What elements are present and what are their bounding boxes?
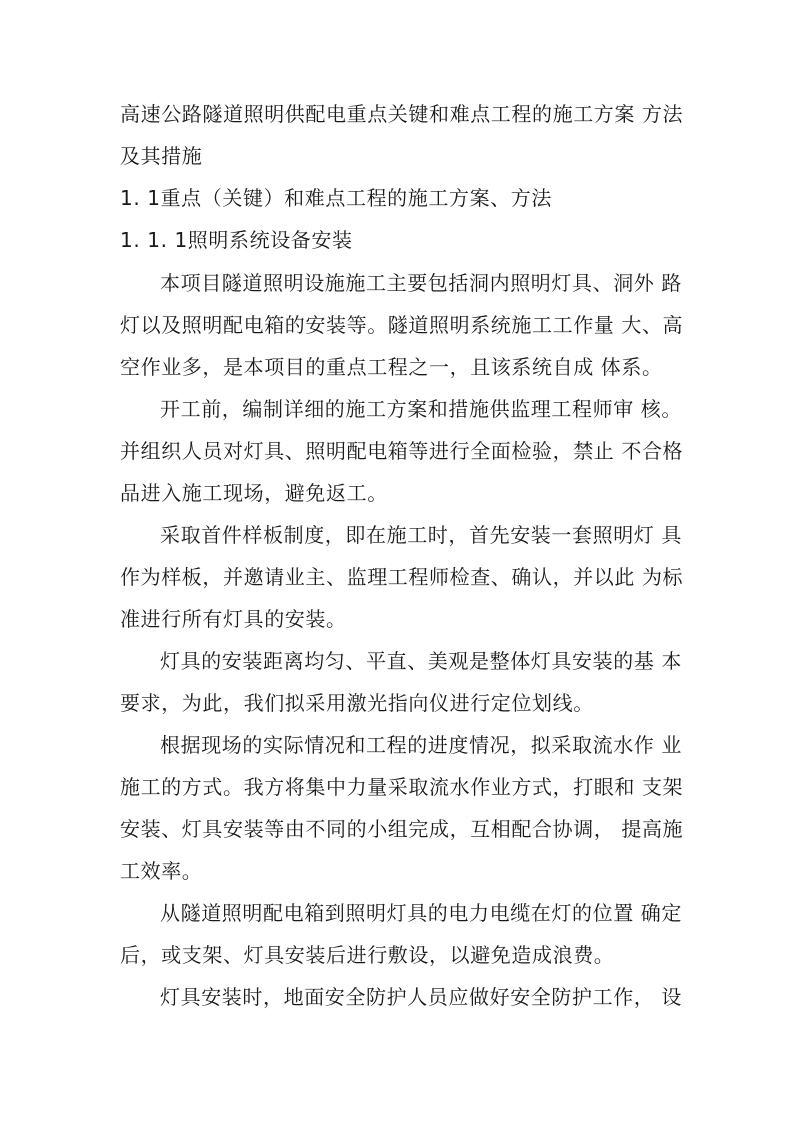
paragraph-1-line-3: 空作业多，是本项目的重点工程之一，且该系统自成 体系。: [120, 355, 663, 379]
paragraph-1-line-1: 本项目隧道照明设施施工主要包括洞内照明灯具、洞外 路: [160, 271, 682, 295]
paragraph-1-line-2: 灯以及照明配电箱的安装等。隧道照明系统施工工作量 大、高: [120, 313, 684, 337]
paragraph-4-line-2: 要求，为此，我们拟采用激光指向仪进行定位划线。: [120, 691, 594, 715]
paragraph-2-line-2: 并组织人员对灯具、照明配电箱等进行全面检验，禁止 不合格: [120, 439, 684, 463]
document-title-line-1: 高速公路隧道照明供配电重点关键和难点工程的施工方案 方法: [120, 102, 684, 126]
section-heading-1-1-1: 1. 1. 1照明系统设备安装: [120, 228, 353, 252]
paragraph-5-line-2: 施工的方式。我方将集中力量采取流水作业方式，打眼和 支架: [120, 775, 684, 799]
paragraph-4-line-1: 灯具的安装距离均匀、平直、美观是整体灯具安装的基 本: [160, 649, 682, 673]
paragraph-3-line-2: 作为样板，并邀请业主、监理工程师检查、确认，并以此 为标: [120, 565, 684, 589]
paragraph-5-line-4: 工效率。: [120, 859, 203, 883]
paragraph-5-line-3: 安装、灯具安装等由不同的小组完成，互相配合协调， 提高施: [120, 817, 684, 841]
paragraph-2-line-1: 开工前，编制详细的施工方案和措施供监理工程师审 核。: [160, 397, 682, 421]
paragraph-5-line-1: 根据现场的实际情况和工程的进度情况，拟采取流水作 业: [160, 733, 682, 757]
paragraph-2-line-3: 品进入施工现场，避免返工。: [120, 481, 388, 505]
paragraph-3-line-3: 准进行所有灯具的安装。: [120, 607, 347, 631]
section-heading-1: 1. 1重点（关键）和难点工程的施工方案、方法: [120, 186, 552, 210]
paragraph-7-line-1: 灯具安装时，地面安全防护人员应做好安全防护工作， 设: [160, 985, 682, 1009]
paragraph-3-line-1: 采取首件样板制度，即在施工时，首先安装一套照明灯 具: [160, 523, 682, 547]
paragraph-6-line-2: 后，或支架、灯具安装后进行敷设，以避免造成浪费。: [120, 943, 615, 967]
paragraph-6-line-1: 从隧道照明配电箱到照明灯具的电力电缆在灯的位置 确定: [160, 901, 682, 925]
document-title-line-2: 及其措施: [120, 144, 203, 168]
